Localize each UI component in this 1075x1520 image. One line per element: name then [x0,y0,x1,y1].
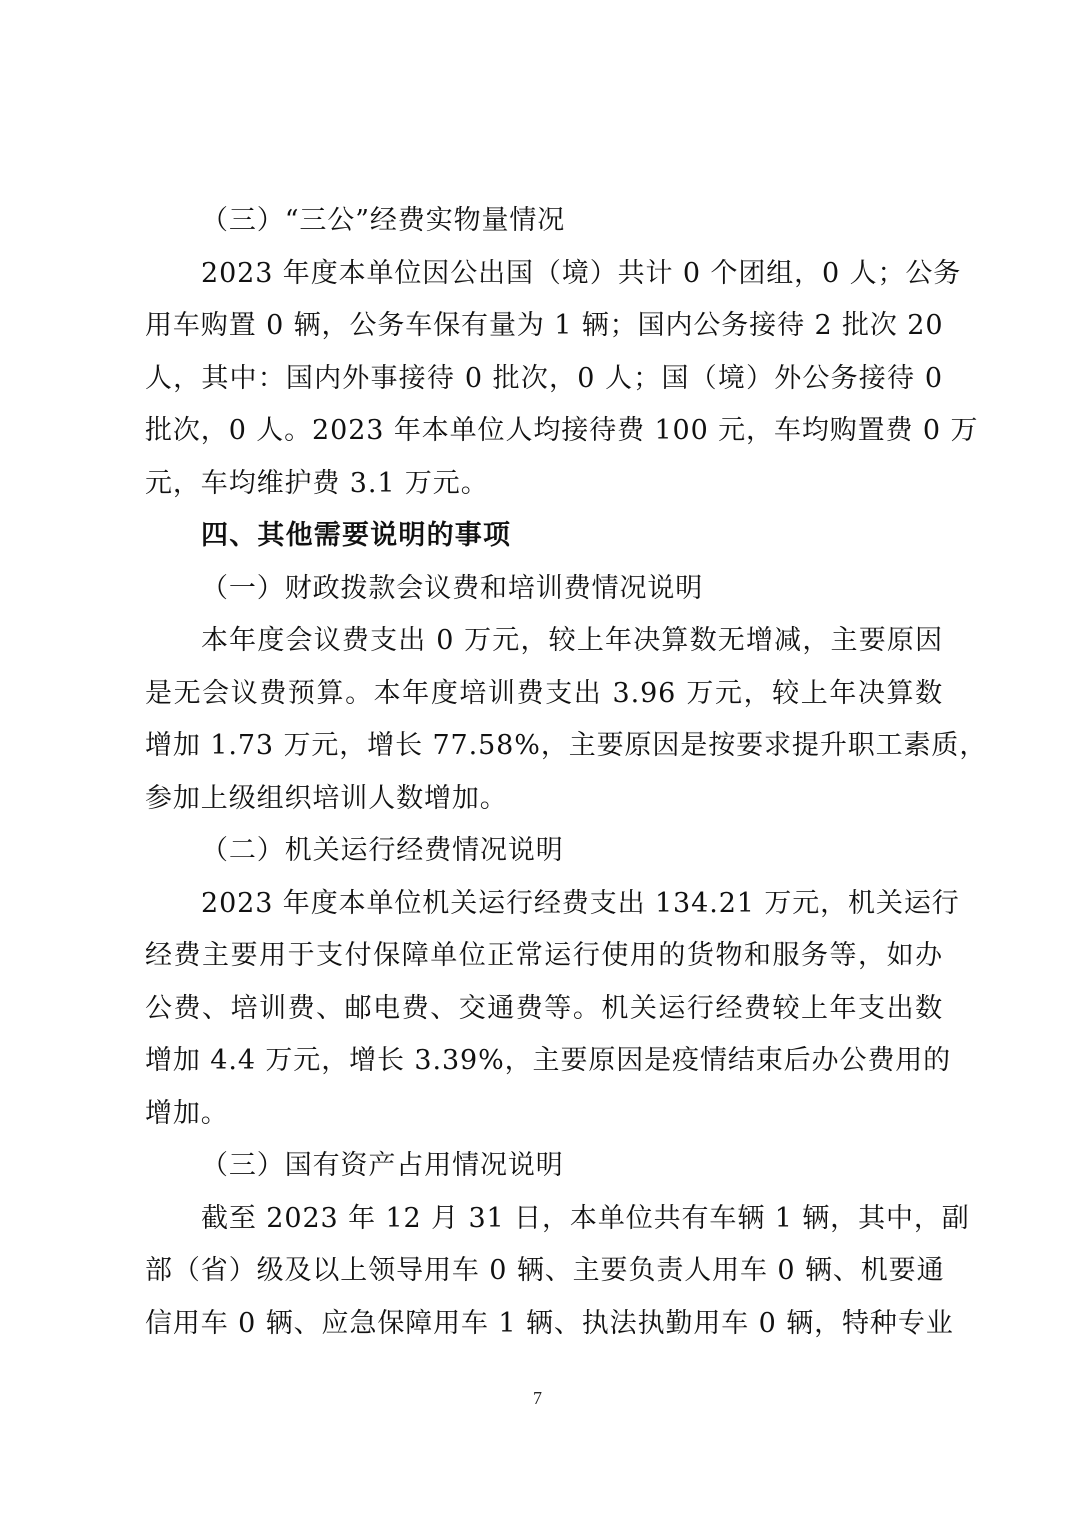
text-line: 截至 2023 年 12 月 31 日，本单位共有车辆 1 辆，其中，副 [201,1202,970,1234]
text-line: 人，其中：国内外事接待 0 批次，0 人；国（境）外公务接待 0 [145,362,943,394]
text-line: 经费主要用于支付保障单位正常运行使用的货物和服务等，如办 [145,940,943,971]
text-line: 增加。 [145,1097,229,1129]
page-number: 7 [533,1388,542,1408]
text-line: 2023 年度本单位机关运行经费支出 134.21 万元，机关运行 [201,887,960,919]
text-line: （一）财政拨款会议费和培训费情况说明 [201,572,704,604]
text-line: （三）“三公”经费实物量情况 [201,205,566,236]
text-line: 2023 年度本单位因公出国（境）共计 0 个团组，0 人；公务 [201,257,962,289]
text-line: 是无会议费预算。本年度培训费支出 3.96 万元，较上年决算数 [145,677,943,709]
text-line: 元，车均维护费 3.1 万元。 [145,467,489,499]
section-heading: 四、其他需要说明的事项 [201,520,512,551]
text-line: 用车购置 0 辆，公务车保有量为 1 辆；国内公务接待 2 批次 20 [145,310,944,341]
text-line: 参加上级组织培训人数增加。 [145,782,508,814]
text-line: （三）国有资产占用情况说明 [201,1150,564,1181]
text-line: （二）机关运行经费情况说明 [201,835,564,866]
text-line: 部（省）级及以上领导用车 0 辆、主要负责人用车 0 辆、机要通 [145,1255,945,1286]
text-line: 公费、培训费、邮电费、交通费等。机关运行经费较上年支出数 [145,992,943,1024]
text-line: 批次，0 人。2023 年本单位人均接待费 100 元，车均购置费 0 万 [145,415,979,446]
text-line: 本年度会议费支出 0 万元，较上年决算数无增减，主要原因 [201,625,943,656]
text-line: 增加 4.4 万元，增长 3.39%，主要原因是疫情结束后办公费用的 [145,1045,952,1076]
text-line: 信用车 0 辆、应急保障用车 1 辆、执法执勤用车 0 辆，特种专业 [145,1307,954,1339]
document-body [145,195,988,1350]
text-line: 增加 1.73 万元，增长 77.58%，主要原因是按要求提升职工素质， [145,730,988,761]
